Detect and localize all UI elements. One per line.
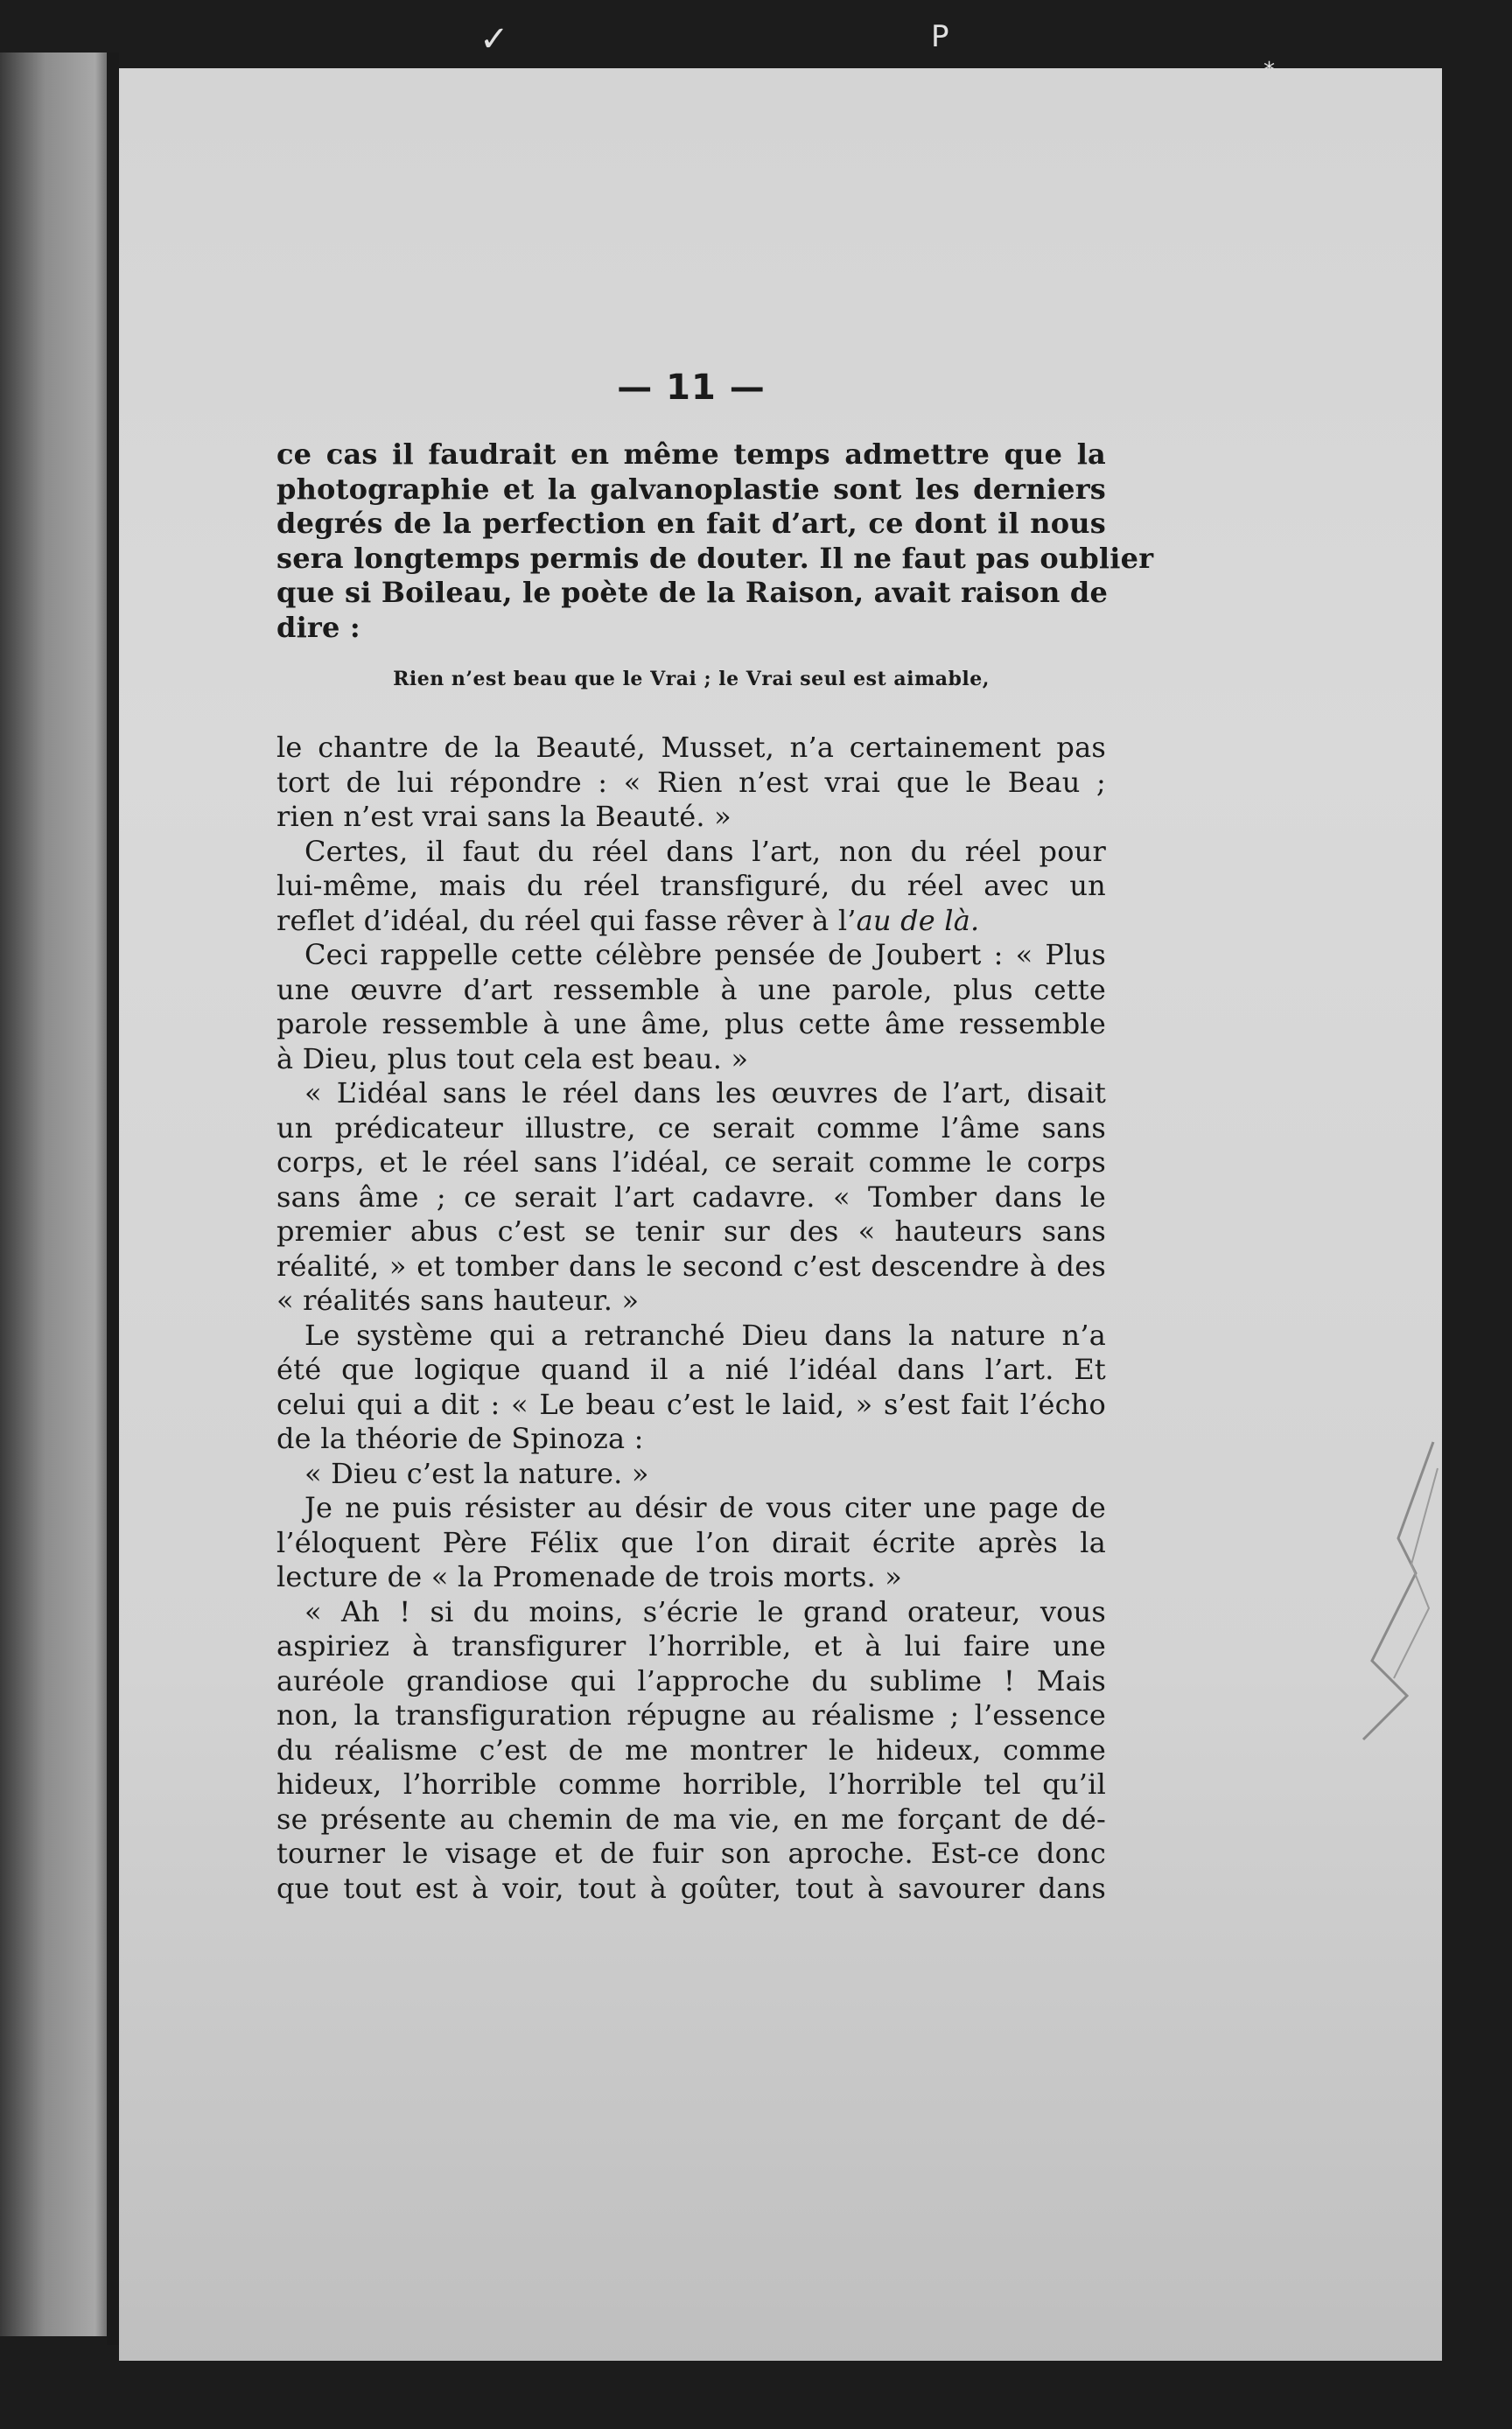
text-line: « Ah ! si du moins, s’écrie le grand orateur, vous — [304, 1594, 1106, 1628]
text-line: degrés de la perfection en fait d’art, ce dont il nous — [276, 507, 1106, 540]
text-line: une œuvre d’art ressemble à une parole, plus cette — [276, 972, 1106, 1006]
text-line: « réalités sans hauteur. » — [276, 1284, 640, 1317]
page-crease-mark — [1346, 1433, 1442, 1748]
verse-quote: Rien n’est beau que le Vrai ; le Vrai seul est aimable, — [393, 668, 990, 690]
page-number: — 11 — — [617, 368, 766, 408]
text-line: « Dieu c’est la nature. » — [304, 1456, 649, 1490]
text-line-start: reflet d’idéal, du réel qui fasse rêver à l’ — [276, 903, 857, 937]
text-line: tort de lui répondre : « Rien n’est vrai que le Beau ; — [276, 765, 1106, 799]
text-line: de la théorie de Spinoza : — [276, 1422, 644, 1455]
text-line: Je ne puis résister au désir de vous citer une page de — [304, 1491, 1106, 1524]
text-line: aspiriez à transfigurer l’horrible, et à lui faire une — [276, 1629, 1106, 1662]
text-line: tourner le visage et de fuir son aproche. Est-ce donc — [276, 1837, 1106, 1870]
text-line: celui qui a dit : « Le beau c’est le laid, » s’est fait l’écho — [276, 1387, 1106, 1421]
text-line: parole ressemble à une âme, plus cette âme ressemble — [276, 1007, 1106, 1040]
italic-phrase: au de là. — [856, 903, 980, 937]
text-line: à Dieu, plus tout cela est beau. » — [276, 1041, 749, 1075]
text-line: du réalisme c’est de me montrer le hideux, comme — [276, 1732, 1106, 1767]
page-text — [276, 368, 1154, 1906]
text-line: corps, et le réel sans l’idéal, ce serait comme le corps — [276, 1145, 1106, 1179]
text-line: sans âme ; ce serait l’art cadavre. « Tomber dans le — [276, 1180, 1106, 1214]
text-line: se présente au chemin de ma vie, en me forçant de dé- — [276, 1802, 1106, 1836]
text-line: été que logique quand il a nié l’idéal dans l’art. Et — [276, 1353, 1106, 1386]
text-line: lui-même, mais du réel transfiguré, du réel avec un — [276, 869, 1106, 902]
text-line: que tout est à voir, tout à goûter, tout à savourer dans — [276, 1871, 1106, 1905]
facing-page-edge — [0, 52, 112, 2336]
text-line: hideux, l’horrible comme horrible, l’horrible tel qu’il — [276, 1768, 1106, 1801]
text-line: « L’idéal sans le réel dans les œuvres de l’art, disait — [304, 1076, 1106, 1110]
text-line: ce cas il faudrait en même temps admettre que la — [276, 438, 1106, 471]
text-line: photographie et la galvanoplastie sont les derniers — [276, 472, 1106, 506]
text-line — [276, 904, 1106, 939]
text-line: que si Boileau, le poète de la Raison, avait raison de — [276, 576, 1109, 609]
text-line: un prédicateur illustre, ce serait comme l’âme sans — [276, 1110, 1106, 1144]
text-line: sera longtemps permis de douter. Il ne faut pas oublier — [276, 541, 1154, 575]
text-line: dire : — [276, 610, 360, 644]
text-line: lecture de « la Promenade de trois morts. » — [276, 1560, 903, 1593]
text-line: rien n’est vrai sans la Beauté. » — [276, 800, 732, 833]
text-line: Ceci rappelle cette célèbre pensée de Joubert : « Plus — [304, 938, 1106, 971]
top-mark-check: ✓ — [480, 19, 509, 60]
text-line: réalité, » et tomber dans le second c’est descendre à des — [276, 1249, 1106, 1283]
text-line: non, la transfiguration répugne au réalisme ; l’essence — [276, 1698, 1106, 1732]
book-spine — [107, 52, 119, 2345]
text-line: Le système qui a retranché Dieu dans la nature n’a — [304, 1318, 1106, 1352]
text-line: le chantre de la Beauté, Musset, n’a certainement pas — [276, 731, 1106, 764]
text-line: premier abus c’est se tenir sur des « hauteurs sans — [276, 1214, 1106, 1248]
text-line: auréole grandiose qui l’approche du sublime ! Mais — [276, 1663, 1106, 1698]
top-mark-letter: P — [931, 19, 949, 54]
text-line: Certes, il faut du réel dans l’art, non du réel pour — [304, 834, 1106, 868]
text-line: l’éloquent Père Félix que l’on dirait écrite après la — [276, 1525, 1106, 1559]
